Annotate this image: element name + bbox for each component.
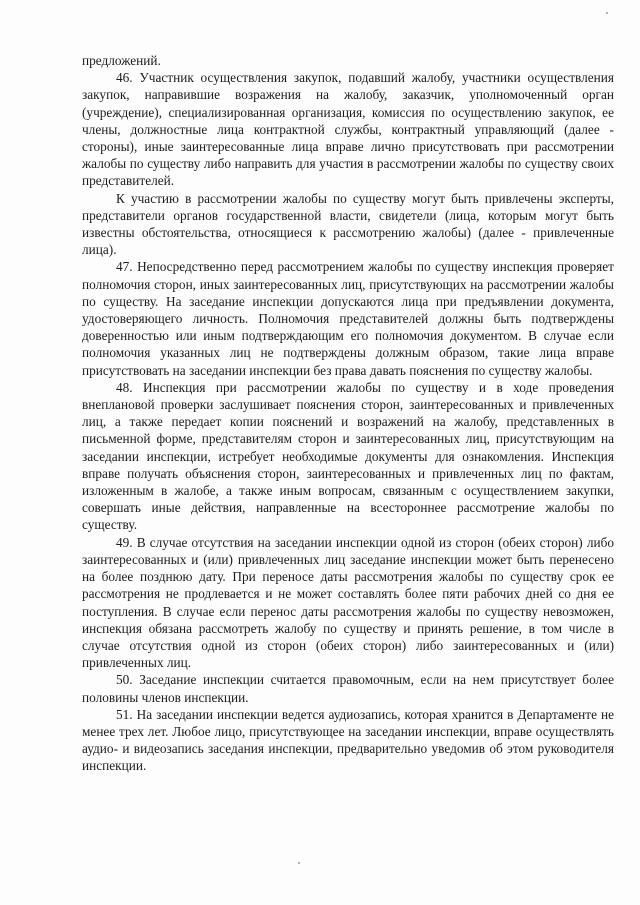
paragraph-46-participants: К участию в рассмотрении жалобы по существу могут быть привлечены эксперты, представители органов государственной власти, свидетели (лица, которым могут быть известны обстоятельства, относящиеся к рассмотрению жалобы) (далее - привлеченные лица). xyxy=(82,190,614,258)
scan-speck xyxy=(298,862,300,864)
scan-speck xyxy=(606,12,608,14)
paragraph-50: 50. Заседание инспекции считается правомочным, если на нем присутствует более половины членов инспекции. xyxy=(82,672,614,705)
paragraph-51: 51. На заседании инспекции ведется аудиозапись, которая хранится в Департаменте не менее трех лет. Любое лицо, присутствующее на заседании инспекции, вправе осуществлять аудио- и видеозапись заседания инспекции, предварительно уведомив об этом руководителя инспекции. xyxy=(82,706,614,774)
document-body xyxy=(82,52,614,775)
paragraph-48: 48. Инспекция при рассмотрении жалобы по существу и в ходе проведения внеплановой проверки заслушивает пояснения сторон, заинтересованных и привлеченных лиц, а также передает копии пояснений и возражений на жалобу, представленных в письменной форме, представителям сторон и заинтересованных лиц, присутствующим на заседании инспекции, истребует необходимые документы для ознакомления. Инспекция вправе получать объяснения сторон, заинтересованных и привлеченных лиц по фактам, изложенным в жалобе, а также иным вопросам, связанным с осуществлением закупки, совершать иные действия, направленные на всестороннее рассмотрение жалобы по существу. xyxy=(82,379,614,533)
paragraph-continuation: предложений. xyxy=(82,53,161,68)
paragraph-47: 47. Непосредственно перед рассмотрением жалобы по существу инспекция проверяет полномочия сторон, иных заинтересованных лиц, присутствующих на рассмотрении жалобы по существу. На заседание инспекции допускаются лица при предъявлении документа, удостоверяющего личность. Полномочия представителей должны быть подтверждены доверенностью или иным подтверждающим его полномочия документом. В случае если полномочия указанных лиц не подтверждены должным образом, такие лица вправе присутствовать на заседании инспекции без права давать пояснения по существу жалобы. xyxy=(82,259,614,378)
paragraph-49: 49. В случае отсутствия на заседании инспекции одной из сторон (обеих сторон) либо заинтересованных и (или) привлеченных лиц заседание инспекции может быть перенесено на более позднюю дату. При переносе даты рассмотрения жалобы по существу срок ее рассмотрения не продлевается и не может составлять более пяти рабочих дней со дня ее поступления. В случае если перенос даты рассмотрения жалобы по существу невозможен, инспекция обязана рассмотреть жалобу по существу и принять решение, в том числе в случае отсутствия одной из сторон (обеих сторон) либо заинтересованных и (или) привлеченных лиц. xyxy=(82,534,614,671)
paragraph-46: 46. Участник осуществления закупок, подавший жалобу, участники осуществления закупок, направившие возражения на жалобу, заказчик, уполномоченный орган (учреждение), специализированная организация, комиссия по осуществлению закупок, ее члены, должностные лица контрактной службы, контрактный управляющий (далее - стороны), иные заинтересованные лица вправе лично присутствовать при рассмотрении жалобы по существу либо направить для участия в рассмотрении жалобы по существу своих представителей. xyxy=(82,70,614,189)
